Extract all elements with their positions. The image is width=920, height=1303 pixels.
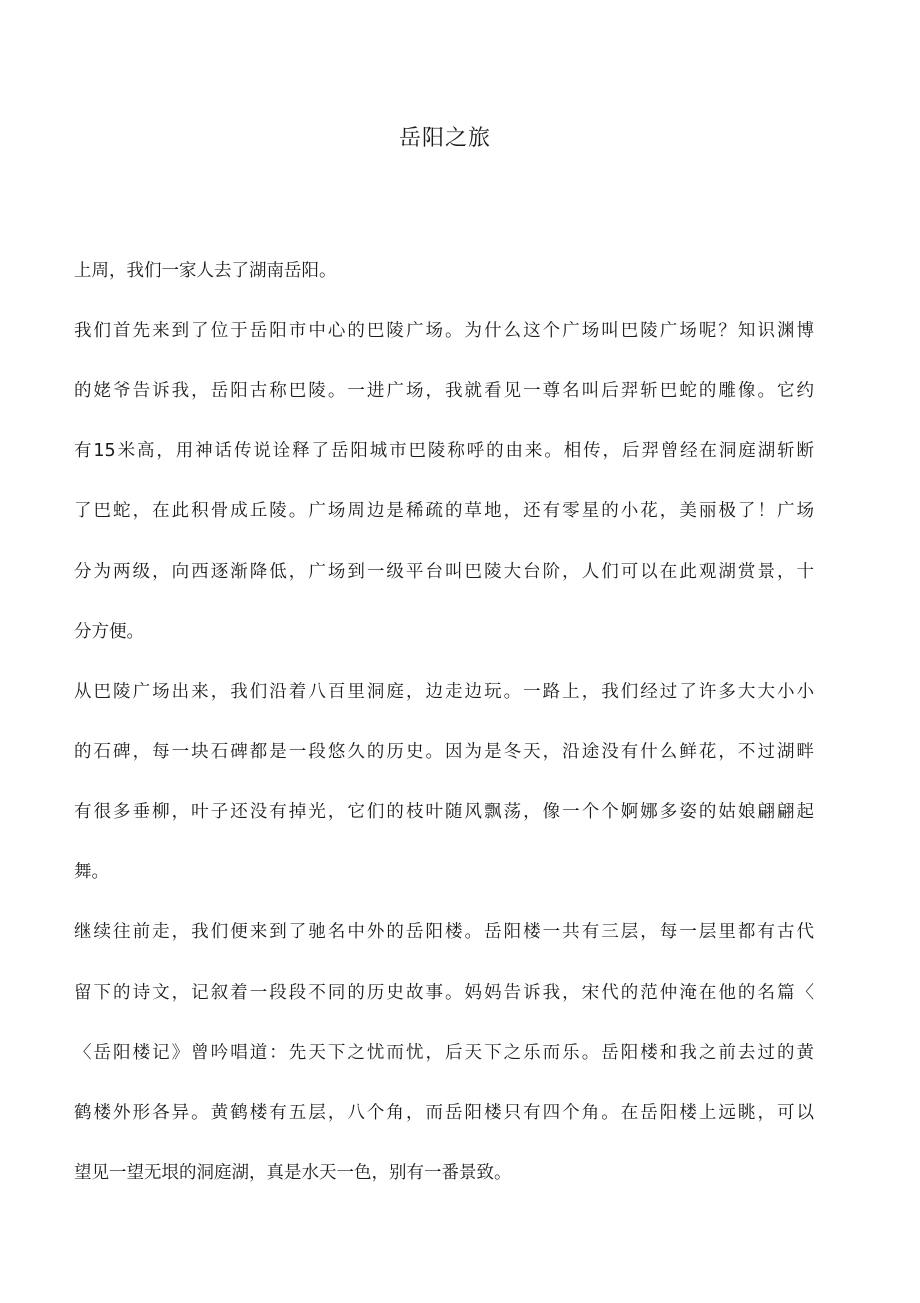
text-line: 了巴蛇，在此积骨成丘陵。广场周边是稀疏的草地，还有零星的小花，美丽极了！广场 (74, 501, 814, 521)
text-line: 望见一望无垠的洞庭湖，真是水天一色，别有一番景致。 (74, 1163, 512, 1183)
text-line: 留下的诗文，记叙着一段段不同的历史故事。妈妈告诉我，宋代的范仲淹在他的名篇〈 (74, 983, 814, 1003)
text-line: 有很多垂柳，叶子还没有掉光，它们的枝叶随风飘荡，像一个个婀娜多姿的姑娘翩翩起 (74, 802, 814, 822)
text-line: 的姥爷告诉我，岳阳古称巴陵。一进广场，我就看见一尊名叫后羿斩巴蛇的雕像。它约 (74, 381, 814, 401)
text-line: 〈岳阳楼记》曾吟唱道：先天下之忧而忧，后天下之乐而乐。岳阳楼和我之前去过的黄 (74, 1043, 814, 1063)
text-line: 分方便。 (74, 622, 144, 642)
text-line: 分为两级，向西逐渐降低，广场到一级平台叫巴陵大台阶，人们可以在此观湖赏景，十 (74, 562, 814, 582)
text-line: 鹤楼外形各异。黄鹤楼有五层，八个角，而岳阳楼只有四个角。在岳阳楼上远眺，可以 (74, 1103, 814, 1123)
text-line: 上周，我们一家人去了湖南岳阳。 (74, 261, 337, 281)
text-line: 继续往前走，我们便来到了驰名中外的岳阳楼。岳阳楼一共有三层，每一层里都有古代 (74, 922, 814, 942)
text-line: 从巴陵广场出来，我们沿着八百里洞庭，边走边玩。一路上，我们经过了许多大大小小 (74, 682, 814, 702)
text-line: 有15米高，用神话传说诠释了岳阳城市巴陵称呼的由来。相传，后羿曾经在洞庭湖斩断 (74, 441, 814, 461)
text-line: 舞。 (74, 862, 109, 882)
document-title: 岳阳之旅 (398, 126, 491, 151)
text-line: 我们首先来到了位于岳阳市中心的巴陵广场。为什么这个广场叫巴陵广场呢？知识渊博 (74, 321, 814, 341)
text-line: 的石碑，每一块石碑都是一段悠久的历史。因为是冬天，沿途没有什么鲜花，不过湖畔 (74, 742, 814, 762)
